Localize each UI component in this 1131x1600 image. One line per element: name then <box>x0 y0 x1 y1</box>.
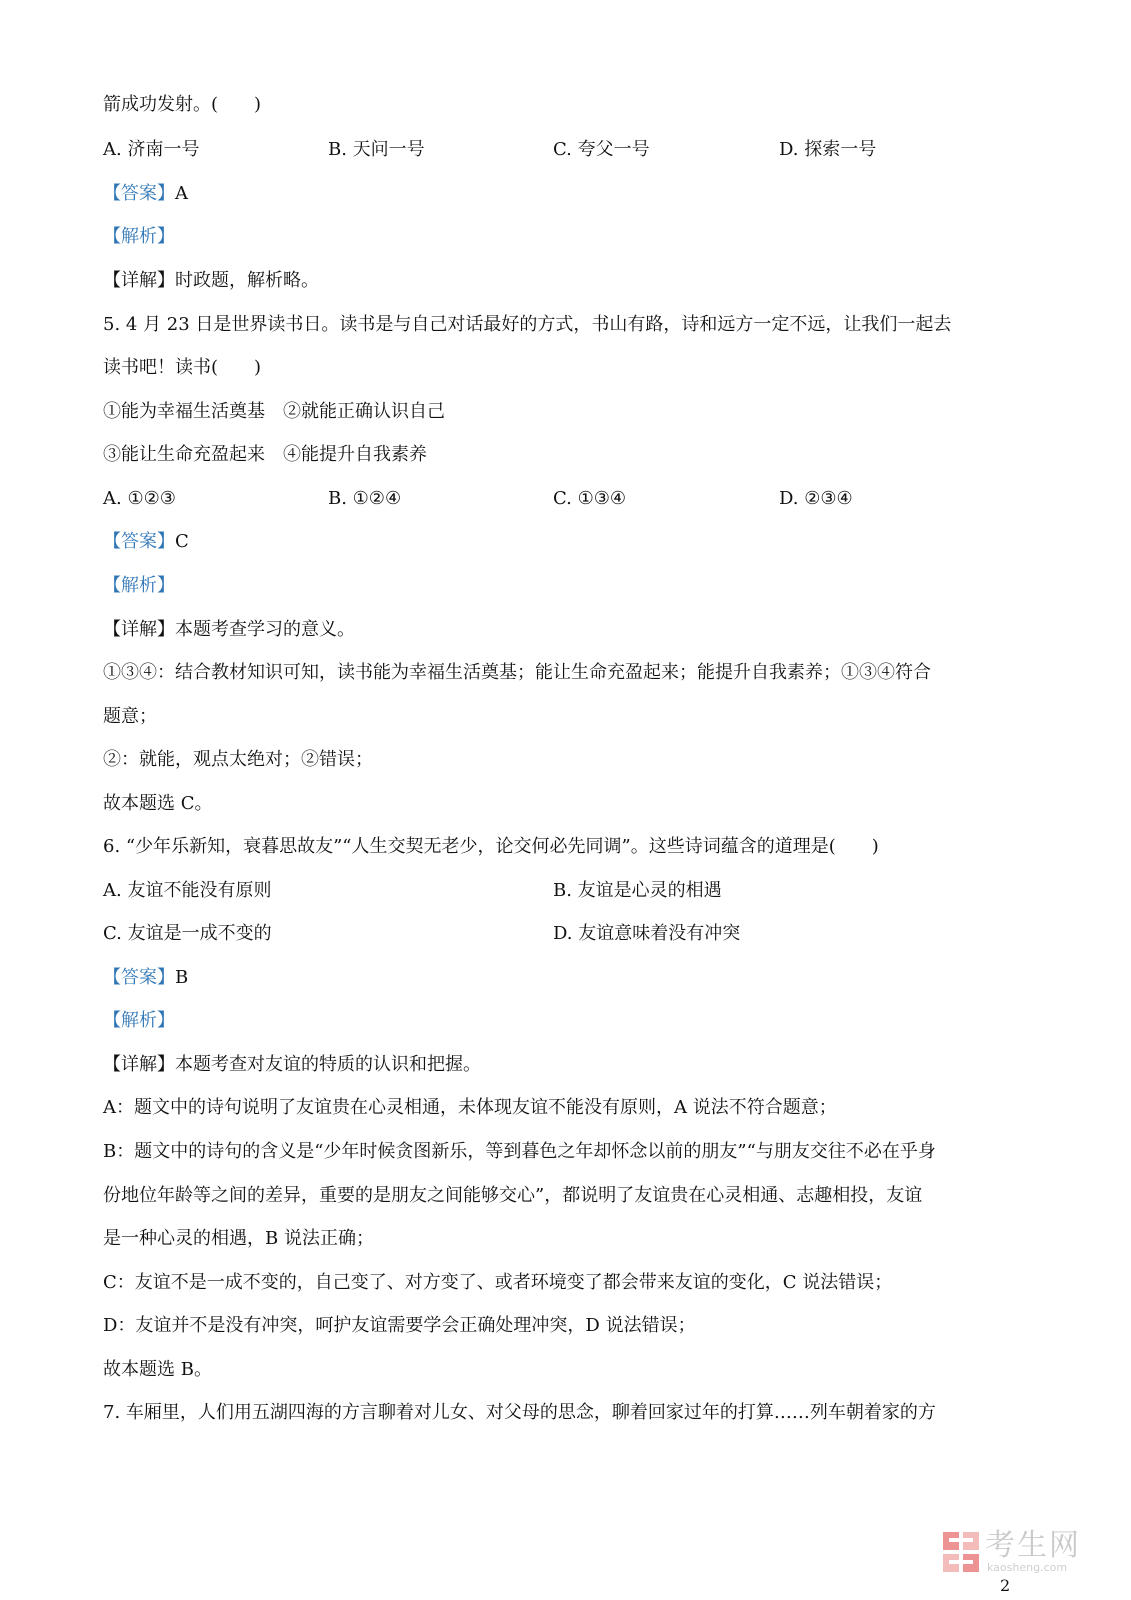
q7-stem-line1: 7. 车厢里，人们用五湖四海的方言聊着对儿女、对父母的思念，聊着回家过年的打算……列车朝着家的方 <box>103 1402 936 1423</box>
kaosheng-logo <box>941 1528 1091 1578</box>
q5-option-b: B. ①②④ <box>328 488 402 509</box>
q6-explain-c: C：友谊不是一成不变的，自己变了、对方变了、或者环境变了都会带来友谊的变化，C 说法错误； <box>103 1272 893 1293</box>
answer-tag: 【答案】 <box>103 183 175 204</box>
q4-answer-value: A <box>175 183 188 204</box>
q5-answer-value: C <box>175 531 189 552</box>
q4-option-d: D. 探索一号 <box>779 139 877 160</box>
q6-conclusion: 故本题选 B。 <box>103 1359 212 1380</box>
q5-explain-line2: 题意； <box>103 706 157 727</box>
q5-statements-line1: ①能为幸福生活奠基 ②就能正确认识自己 <box>103 401 445 422</box>
q5-detail <box>103 618 355 642</box>
q6-analysis-tag: 【解析】 <box>103 1010 175 1031</box>
q5-detail-text: 本题考查学习的意义。 <box>175 619 355 640</box>
q4-option-b: B. 天问一号 <box>328 139 425 160</box>
q6-explain-b-line1: B：题文中的诗句的含义是“少年时候贪图新乐，等到暮色之年却怀念以前的朋友”“与朋友交往不必在乎身 <box>103 1141 936 1162</box>
q6-answer <box>103 966 188 990</box>
q5-statements-line2: ③能让生命充盈起来 ④能提升自我素养 <box>103 444 427 465</box>
q4-analysis-tag: 【解析】 <box>103 226 175 247</box>
kaosheng-logo-text: 考生网 <box>985 1528 1081 1563</box>
kaosheng-logo-mark-icon <box>941 1530 981 1574</box>
detail-tag: 【详解】 <box>103 1054 175 1075</box>
page-number: 2 <box>1000 1576 1011 1595</box>
q4-stem-tail: 箭成功发射。( ) <box>103 94 262 115</box>
q5-explain-line3: ②：就能，观点太绝对；②错误； <box>103 749 373 770</box>
q5-conclusion: 故本题选 C。 <box>103 793 213 814</box>
q6-detail-text: 本题考查对友谊的特质的认识和把握。 <box>175 1054 481 1075</box>
detail-tag: 【详解】 <box>103 270 175 291</box>
q4-option-a: A. 济南一号 <box>103 139 200 160</box>
q4-answer <box>103 182 188 206</box>
q6-options-row1 <box>103 879 1033 903</box>
detail-tag: 【详解】 <box>103 619 175 640</box>
answer-tag: 【答案】 <box>103 967 175 988</box>
q4-detail-text: 时政题，解析略。 <box>175 270 319 291</box>
q6-option-b: B. 友谊是心灵的相遇 <box>553 880 722 901</box>
q5-options <box>103 487 1033 511</box>
q6-answer-value: B <box>175 967 189 988</box>
q6-explain-b-line2: 份地位年龄等之间的差异，重要的是朋友之间能够交心”，都说明了友谊贵在心灵相通、志趣相投，友谊 <box>103 1185 923 1206</box>
q4-option-c: C. 夸父一号 <box>553 139 650 160</box>
q5-stem-line2: 读书吧！读书( ) <box>103 357 262 378</box>
answer-tag: 【答案】 <box>103 531 175 552</box>
q6-explain-a: A：题文中的诗句说明了友谊贵在心灵相通，未体现友谊不能没有原则，A 说法不符合题意； <box>103 1097 837 1118</box>
q5-answer <box>103 530 189 554</box>
q6-option-a: A. 友谊不能没有原则 <box>103 880 272 901</box>
q5-option-a: A. ①②③ <box>103 488 176 509</box>
q6-explain-d: D：友谊并不是没有冲突，呵护友谊需要学会正确处理冲突，D 说法错误； <box>103 1315 696 1336</box>
q6-detail <box>103 1053 481 1077</box>
q5-option-d: D. ②③④ <box>779 488 853 509</box>
q6-option-d: D. 友谊意味着没有冲突 <box>553 923 741 944</box>
q5-analysis-tag: 【解析】 <box>103 575 175 596</box>
q5-option-c: C. ①③④ <box>553 488 626 509</box>
kaosheng-logo-url: kaosheng.com <box>987 1561 1068 1574</box>
q4-detail <box>103 269 319 293</box>
q4-options <box>103 138 1033 162</box>
q6-option-c: C. 友谊是一成不变的 <box>103 923 272 944</box>
q5-stem-line1: 5. 4 月 23 日是世界读书日。读书是与自己对话最好的方式，书山有路，诗和远方一定不远，让我们一起去 <box>103 314 952 335</box>
q6-options-row2 <box>103 922 1033 946</box>
q6-explain-b-line3: 是一种心灵的相遇，B 说法正确； <box>103 1228 374 1249</box>
q5-explain-line1: ①③④：结合教材知识可知，读书能为幸福生活奠基；能让生命充盈起来；能提升自我素养；①③④符合 <box>103 662 931 683</box>
q6-stem: 6. “少年乐新知，衰暮思故友”“人生交契无老少，论交何必先同调”。这些诗词蕴含的道理是( ) <box>103 836 879 857</box>
